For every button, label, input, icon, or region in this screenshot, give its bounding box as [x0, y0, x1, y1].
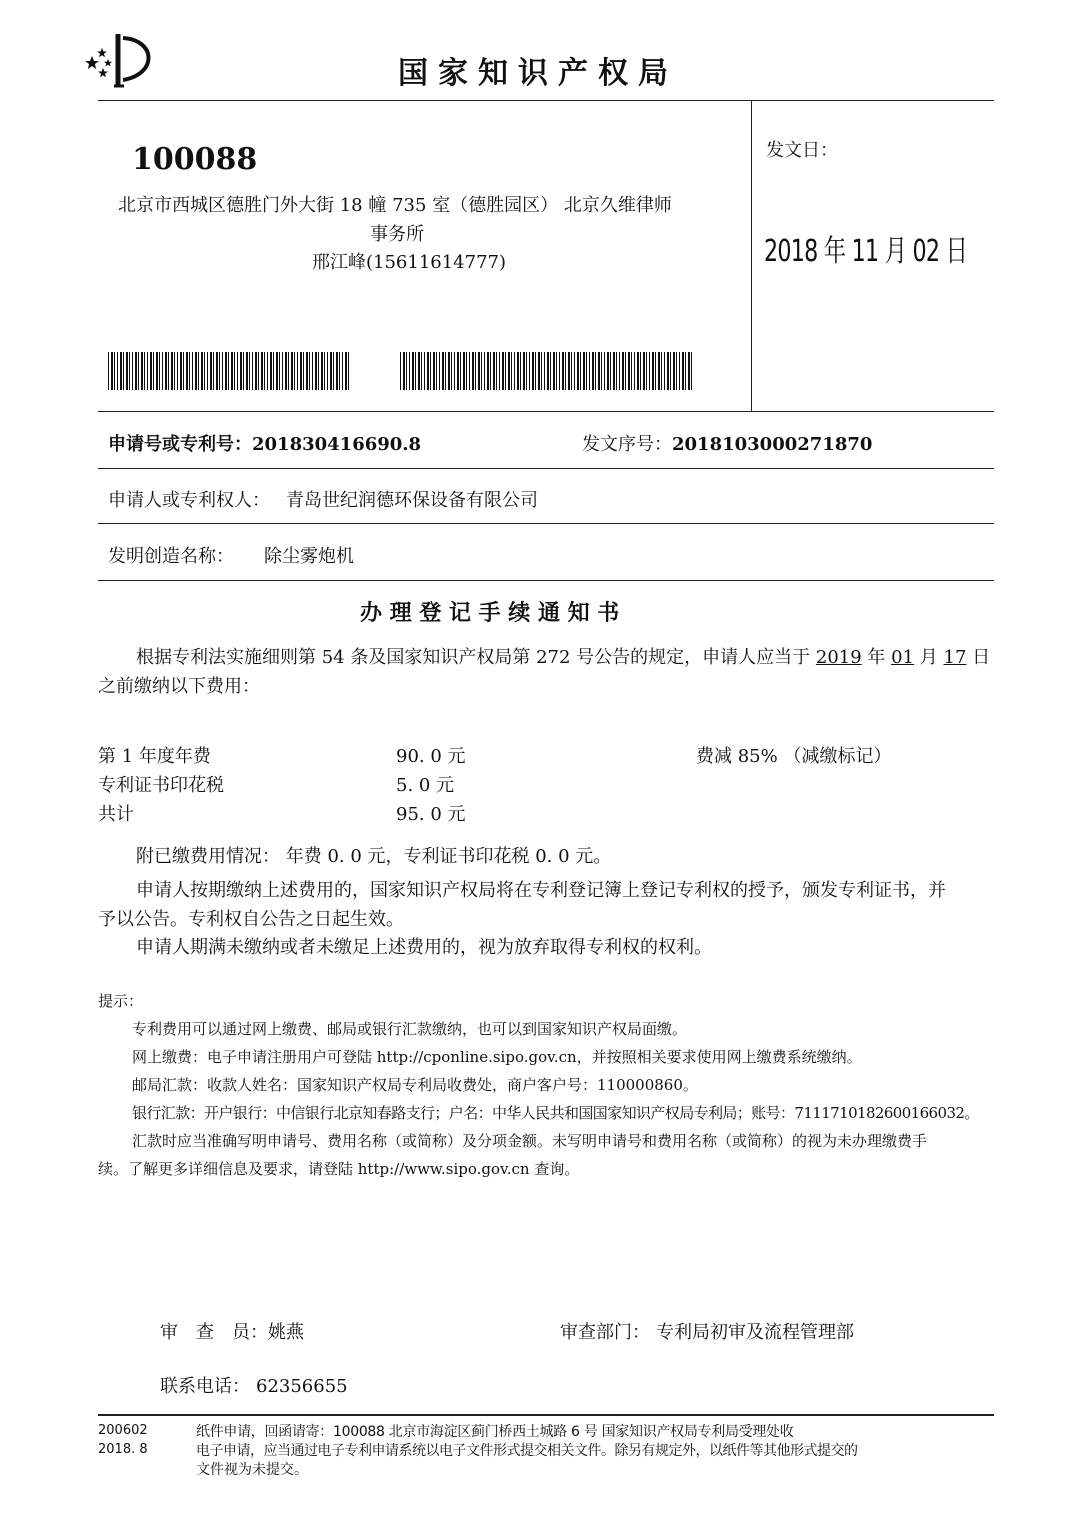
postcode: 100088: [132, 142, 258, 177]
header-rule: [98, 100, 994, 101]
phone-number: 62356655: [256, 1376, 348, 1397]
fee-name-1: 第 1 年度年费: [98, 746, 211, 767]
paid-fees: 附已缴费用情况： 年费 0. 0 元，专利证书印花税 0. 0 元。: [136, 846, 612, 867]
applicant-name: 青岛世纪润德环保设备有限公司: [286, 490, 538, 511]
notice-title: 办 理 登 记 手 续 通 知 书: [360, 601, 620, 626]
notice-intro-cont: 之前缴纳以下费用：: [98, 676, 260, 697]
applicant-label: 申请人或专利权人：: [108, 490, 270, 511]
intro-text: 根据专利法实施细则第 54 条及国家知识产权局第 272 号公告的规定，申请人应当于: [136, 647, 816, 668]
tip-2: 网上缴费：电子申请注册用户可登陆 http://cponline.sipo.gov.cn，并按照相关要求使用网上缴费系统缴纳。: [132, 1048, 862, 1066]
department-row: [560, 1318, 854, 1344]
fee-amount-2: 5. 0 元: [396, 775, 455, 796]
footer-line-2: 电子申请，应当通过电子专利申请系统以电子文件形式提交相关文件。除另有规定外，以纸件等其他形式提交的: [196, 1443, 858, 1459]
deadline-year: 2019: [815, 647, 862, 668]
department-label: 审查部门：: [560, 1322, 650, 1343]
address-line-2: 事务所: [370, 224, 424, 245]
phone-row: [160, 1372, 348, 1398]
applicant-row: [108, 486, 538, 512]
paragraph-1b: 予以公告。专利权自公告之日起生效。: [98, 909, 404, 930]
notice-intro: [136, 643, 990, 669]
info-rule-2: [98, 468, 994, 469]
issue-date-stamp: 2018 年 11 月 02 日: [764, 234, 968, 269]
serial-number-row: [582, 430, 872, 456]
deadline-month: 01: [891, 647, 915, 668]
footer-line-1: 纸件申请，回函请寄：100088 北京市海淀区蓟门桥西土城路 6 号 国家知识产权局专利局受理处收: [196, 1424, 794, 1440]
tip-1: 专利费用可以通过网上缴费、邮局或银行汇款缴纳，也可以到国家知识产权局面缴。: [132, 1020, 688, 1038]
form-version: 2018. 8: [98, 1442, 148, 1457]
fee-note-1: 费减 85% （减缴标记）: [696, 746, 892, 767]
application-number: 201830416690.8: [252, 434, 422, 455]
info-rule-4: [98, 580, 994, 581]
cnipa-logo: [78, 30, 160, 90]
application-number-row: [108, 430, 421, 456]
recipient: 邢江峰(15611614777): [312, 252, 507, 273]
issue-date-label: 发文日：: [766, 140, 838, 161]
fee-amount-1: 90. 0 元: [396, 746, 466, 767]
invention-title: 除尘雾炮机: [264, 546, 354, 567]
footer-rule: [98, 1414, 994, 1416]
tips-label: 提示：: [98, 992, 144, 1010]
tip-5-cont: 续。了解更多详细信息及要求，请登陆 http://www.sipo.gov.cn 查询。: [98, 1160, 580, 1178]
tip-5: 汇款时应当准确写明申请号、费用名称（或简称）及分项金额。未写明申请号和费用名称（或简称）的视为未办理缴费手: [132, 1132, 928, 1150]
serial-number: 2018103000271870: [672, 434, 873, 455]
examiner-label: 审 查 员：: [160, 1322, 268, 1343]
tip-3: 邮局汇款：收款人姓名：国家知识产权局专利局收费处，商户客户号：110000860。: [132, 1076, 698, 1094]
paragraph-2: 申请人期满未缴纳或者未缴足上述费用的，视为放弃取得专利权的权利。: [136, 937, 712, 958]
barcode-left: [108, 352, 350, 390]
examiner-name: 姚燕: [268, 1322, 304, 1343]
invention-title-label: 发明创造名称：: [108, 546, 234, 567]
day-unit: 日: [966, 647, 991, 668]
info-rule-3: [98, 523, 994, 524]
info-rule-1: [98, 411, 994, 412]
department-name: 专利局初审及流程管理部: [656, 1322, 854, 1343]
fee-name-2: 专利证书印花税: [98, 775, 224, 796]
deadline-day: 17: [943, 647, 967, 668]
month-unit: 月: [914, 647, 944, 668]
phone-label: 联系电话：: [160, 1376, 250, 1397]
application-number-label: 申请号或专利号：: [108, 434, 252, 455]
examiner-row: [160, 1318, 304, 1344]
date-box-divider: [751, 100, 752, 411]
paragraph-1a: 申请人按期缴纳上述费用的，国家知识产权局将在专利登记簿上登记专利权的授予，颁发专利证书，并: [136, 880, 946, 901]
agency-title: 国家知识产权局: [398, 56, 678, 91]
address-line-1: 北京市西城区德胜门外大街 18 幢 735 室（德胜园区） 北京久维律师: [118, 195, 672, 216]
serial-number-label: 发文序号：: [582, 434, 672, 455]
tip-4: 银行汇款：开户银行：中信银行北京知春路支行；户名：中华人民共和国国家知识产权局专利局；账号：7111710182600166032。: [132, 1104, 979, 1122]
fee-amount-3: 95. 0 元: [396, 804, 466, 825]
year-unit: 年: [861, 647, 892, 668]
invention-title-row: [108, 542, 354, 568]
fee-name-3: 共计: [98, 804, 134, 825]
footer-line-3: 文件视为未提交。: [196, 1462, 308, 1478]
barcode-right: [400, 352, 692, 390]
form-code: 200602: [98, 1423, 148, 1438]
